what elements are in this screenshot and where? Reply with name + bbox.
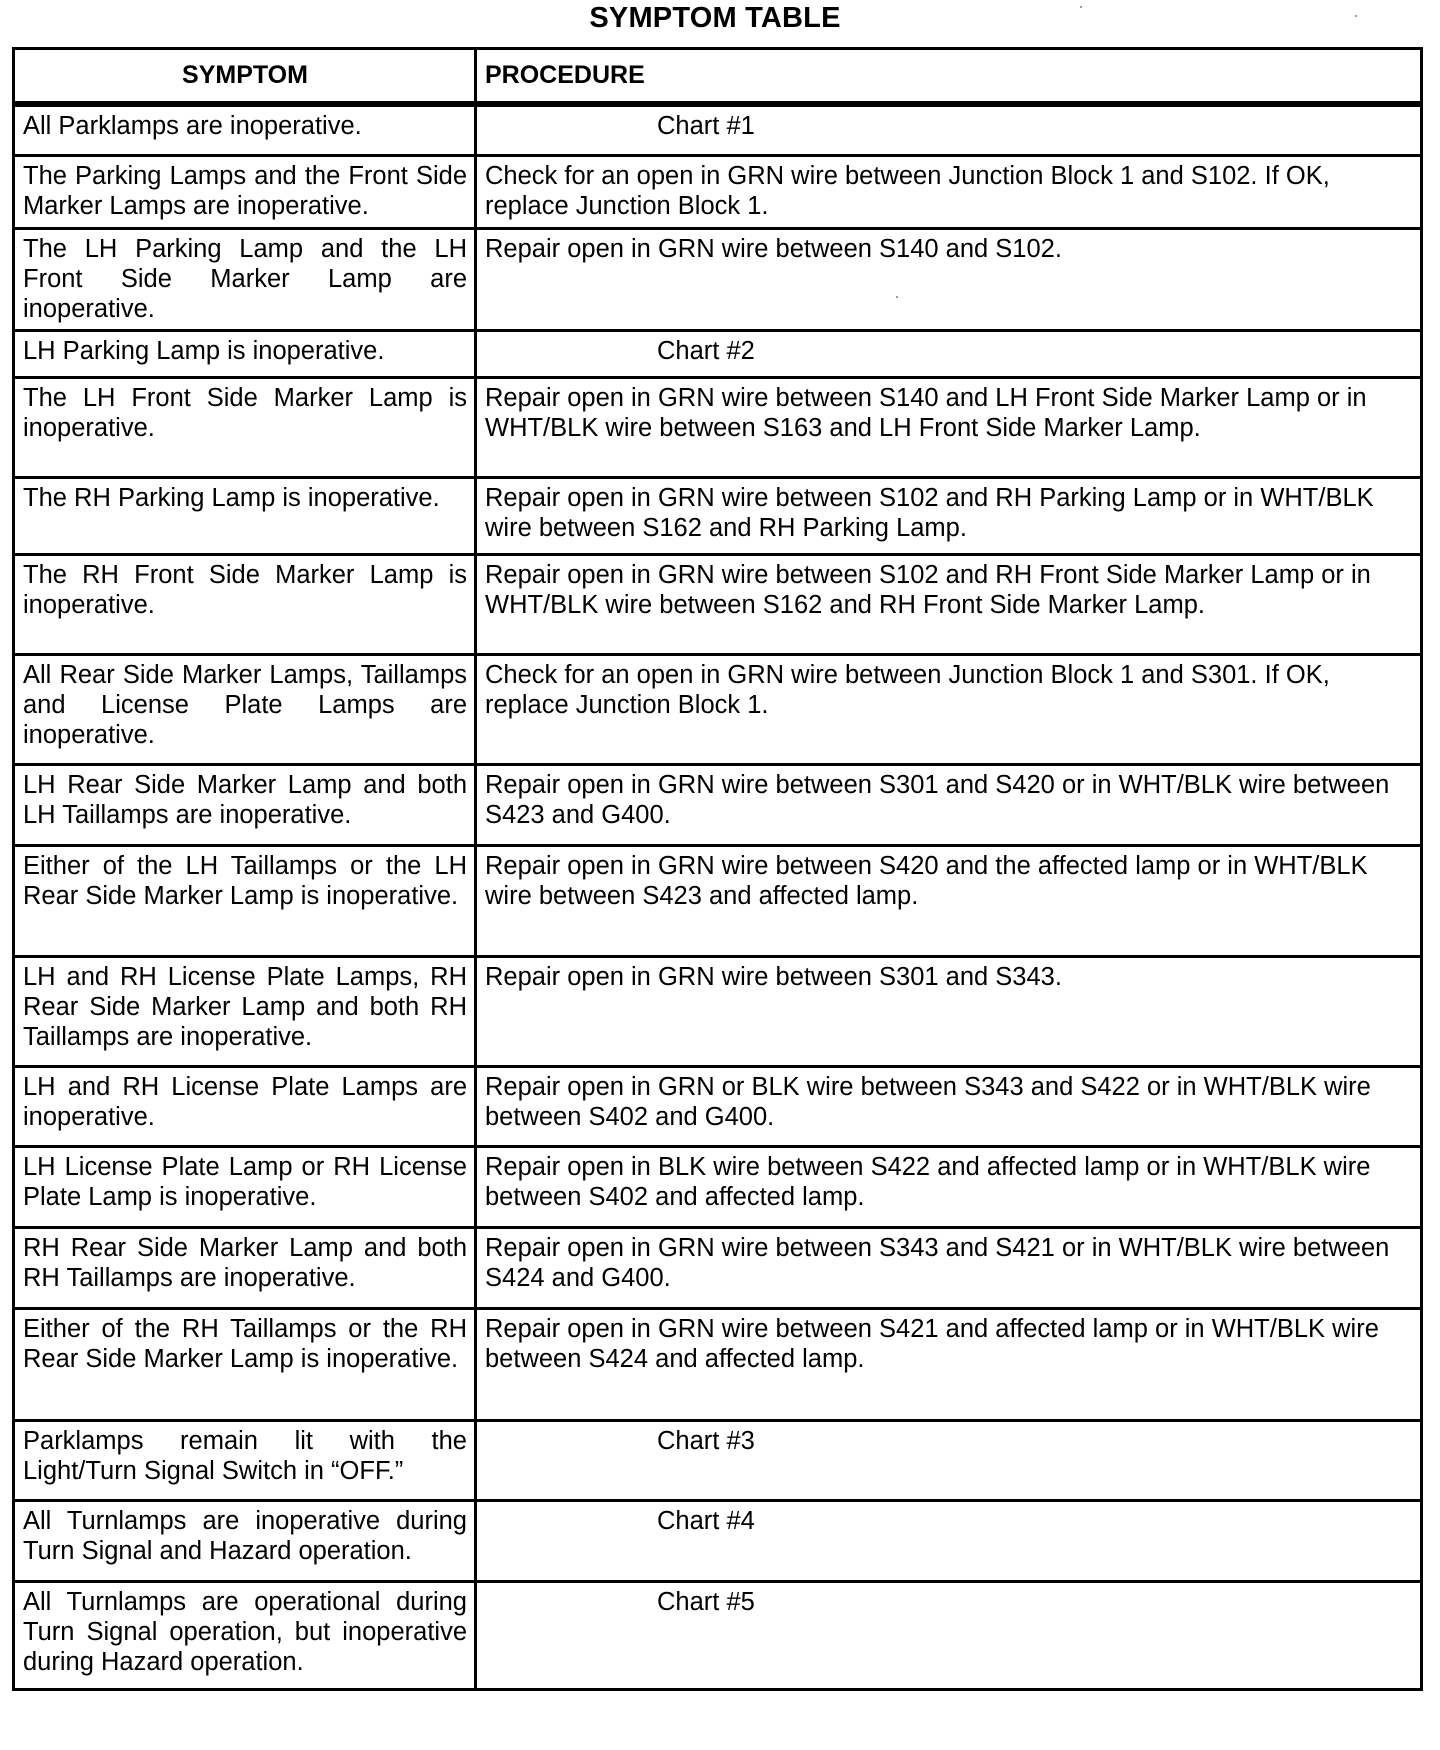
symptom-cell: Either of the RH Taillamps or the RH Rear Side Marker Lamp is inoperative. (14, 1309, 476, 1421)
procedure-cell: Repair open in GRN wire between S420 and the affected lamp or in WHT/BLK wire between S423 and affected lamp. (476, 846, 1422, 957)
procedure-cell: Repair open in GRN wire between S102 and RH Parking Lamp or in WHT/BLK wire between S162 and RH Parking Lamp. (476, 478, 1422, 555)
procedure-cell: Chart #3 (476, 1421, 1422, 1501)
table-row (14, 1501, 1422, 1582)
procedure-cell: Repair open in GRN wire between S301 and S343. (476, 957, 1422, 1067)
symptom-cell: All Parklamps are inoperative. (14, 104, 476, 156)
symptom-cell: LH Parking Lamp is inoperative. (14, 331, 476, 378)
table-row (14, 957, 1422, 1067)
symptom-cell: All Turnlamps are operational during Turn Signal operation, but inoperative during Hazard operation. (14, 1582, 476, 1690)
table-header (14, 49, 1422, 104)
table-row (14, 156, 1422, 229)
table-row (14, 104, 1422, 156)
table-row (14, 1582, 1422, 1690)
symptom-cell: All Turnlamps are inoperative during Turn Signal and Hazard operation. (14, 1501, 476, 1582)
page-title: SYMPTOM TABLE (589, 2, 841, 34)
table-row (14, 378, 1422, 478)
symptom-cell: LH License Plate Lamp or RH License Plate Lamp is inoperative. (14, 1147, 476, 1228)
table-row (14, 1309, 1422, 1421)
table-row (14, 1067, 1422, 1147)
symptom-cell: LH and RH License Plate Lamps are inoperative. (14, 1067, 476, 1147)
symptom-cell: Either of the LH Taillamps or the LH Rear Side Marker Lamp is inoperative. (14, 846, 476, 957)
table-row (14, 655, 1422, 765)
scan-speck (896, 296, 898, 298)
table-row (14, 555, 1422, 655)
scan-speck (1080, 6, 1082, 8)
procedure-cell: Repair open in GRN wire between S301 and S420 or in WHT/BLK wire between S423 and G400. (476, 765, 1422, 846)
table-row (14, 331, 1422, 378)
symptom-cell: The RH Parking Lamp is inoperative. (14, 478, 476, 555)
symptom-column-header: SYMPTOM (14, 49, 476, 104)
procedure-cell: Repair open in GRN wire between S421 and affected lamp or in WHT/BLK wire between S424 and affected lamp. (476, 1309, 1422, 1421)
table-row (14, 1228, 1422, 1309)
procedure-cell: Chart #4 (476, 1501, 1422, 1582)
symptom-cell: The LH Parking Lamp and the LH Front Side Marker Lamp are inoperative. (14, 229, 476, 331)
symptom-cell: The RH Front Side Marker Lamp is inoperative. (14, 555, 476, 655)
scan-speck (1355, 15, 1357, 17)
symptom-cell: Parklamps remain lit with the Light/Turn Signal Switch in “OFF.” (14, 1421, 476, 1501)
table-row (14, 1147, 1422, 1228)
table-row (14, 1421, 1422, 1501)
table-row (14, 478, 1422, 555)
symptom-cell: LH Rear Side Marker Lamp and both LH Taillamps are inoperative. (14, 765, 476, 846)
table-body (14, 104, 1422, 1690)
table-row (14, 765, 1422, 846)
symptom-cell: All Rear Side Marker Lamps, Taillamps and License Plate Lamps are inoperative. (14, 655, 476, 765)
procedure-cell: Chart #2 (476, 331, 1422, 378)
procedure-cell: Repair open in GRN wire between S140 and S102. (476, 229, 1422, 331)
procedure-cell: Repair open in BLK wire between S422 and affected lamp or in WHT/BLK wire between S402 and affected lamp. (476, 1147, 1422, 1228)
symptom-cell: LH and RH License Plate Lamps, RH Rear Side Marker Lamp and both RH Taillamps are inoperative. (14, 957, 476, 1067)
procedure-cell: Chart #1 (476, 104, 1422, 156)
table-row (14, 229, 1422, 331)
procedure-cell: Repair open in GRN wire between S102 and RH Front Side Marker Lamp or in WHT/BLK wire between S162 and RH Front Side Marker Lamp. (476, 555, 1422, 655)
procedure-cell: Repair open in GRN wire between S343 and S421 or in WHT/BLK wire between S424 and G400. (476, 1228, 1422, 1309)
symptom-cell: RH Rear Side Marker Lamp and both RH Taillamps are inoperative. (14, 1228, 476, 1309)
procedure-cell: Check for an open in GRN wire between Junction Block 1 and S102. If OK, replace Junction Block 1. (476, 156, 1422, 229)
symptom-table (12, 47, 1423, 1691)
table-row (14, 846, 1422, 957)
symptom-cell: The Parking Lamps and the Front Side Marker Lamps are inoperative. (14, 156, 476, 229)
procedure-cell: Repair open in GRN or BLK wire between S343 and S422 or in WHT/BLK wire between S402 and G400. (476, 1067, 1422, 1147)
procedure-cell: Check for an open in GRN wire between Junction Block 1 and S301. If OK, replace Junction Block 1. (476, 655, 1422, 765)
symptom-cell: The LH Front Side Marker Lamp is inoperative. (14, 378, 476, 478)
procedure-column-header: PROCEDURE (476, 49, 1422, 104)
procedure-cell: Repair open in GRN wire between S140 and LH Front Side Marker Lamp or in WHT/BLK wire between S163 and LH Front Side Marker Lamp. (476, 378, 1422, 478)
procedure-cell: Chart #5 (476, 1582, 1422, 1690)
header-row (14, 49, 1422, 104)
